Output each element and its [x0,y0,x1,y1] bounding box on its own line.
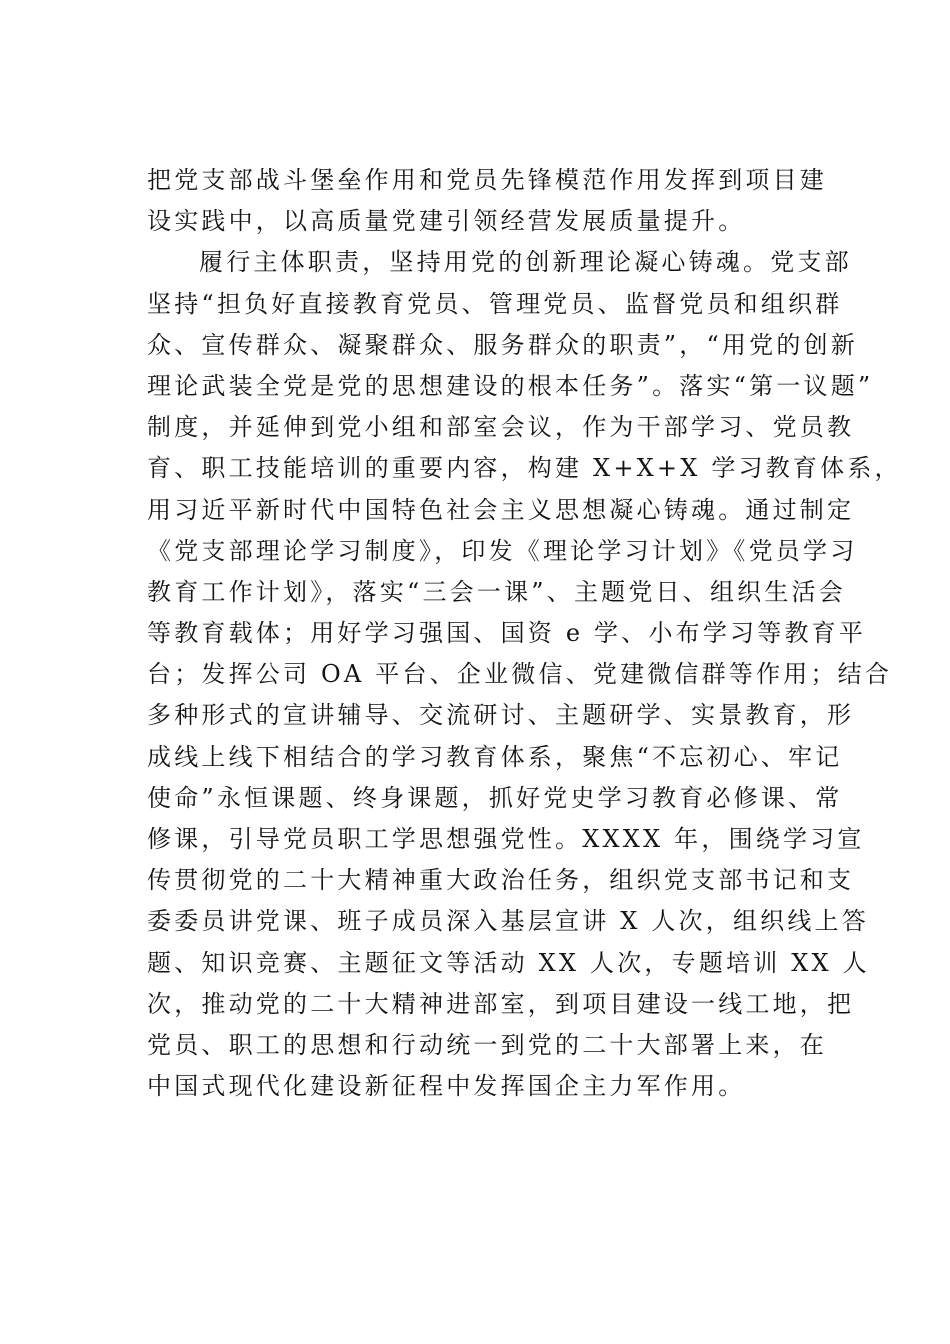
paragraph-line: 题、知识竞赛、主题征文等活动 XX 人次，专题培训 XX 人 [147,948,870,977]
paragraph-line: 履行主体职责，坚持用党的创新理论凝心铸魂。党支部 [199,248,852,277]
paragraph-line: 把党支部战斗堡垒作用和党员先锋模范作用发挥到项目建 [147,166,827,194]
body-text [147,160,902,1107]
paragraph-line: 党员、职工的思想和行动统一到党的二十大部署上来，在 [147,1030,827,1059]
paragraph-line: 众、宣传群众、凝聚群众、服务群众的职责”，“用党的创新 [147,330,858,359]
paragraph-line: 教育工作计划》，落实“三会一课”、主题党日、组织生活会 [147,577,846,606]
paragraph-line: 台；发挥公司 OA 平台、企业微信、党建微信群等作用；结合 [147,660,893,689]
paragraph-line: 用习近平新时代中国特色社会主义思想凝心铸魂。通过制定 [147,495,855,524]
paragraph-line: 制度，并延伸到党小组和部室会议，作为干部学习、党员教 [147,413,855,442]
paragraph-line: 成线上线下相结合的学习教育体系，聚焦“不忘初心、牢记 [147,742,843,771]
paragraph-line: 次，推动党的二十大精神进部室，到项目建设一线工地，把 [147,989,855,1018]
paragraph-line: 使命”永恒课题、终身课题，抓好党史学习教育必修课、常 [147,783,843,812]
paragraph-line: 《党支部理论学习制度》，印发《理论学习计划》《党员学习 [147,536,858,565]
paragraph-line: 修课，引导党员职工学思想强党性。XXXX 年，围绕学习宣 [147,825,865,853]
paragraph-line: 育、职工技能培训的重要内容，构建 X+X+X 学习教育体系， [147,454,902,483]
paragraph-line: 多种形式的宣讲辅导、交流研讨、主题研学、实景教育，形 [147,701,855,730]
paragraph-line: 设实践中，以高质量党建引领经营发展质量提升。 [147,207,746,236]
paragraph-line: 坚持“担负好直接教育党员、管理党员、监督党员和组织群 [147,289,843,318]
paragraph-line: 中国式现代化建设新征程中发挥国企主力军作用。 [147,1072,746,1101]
paragraph-line: 传贯彻党的二十大精神重大政治任务，组织党支部书记和支 [147,866,855,895]
paragraph-line: 等教育载体；用好学习强国、国资 e 学、小布学习等教育平 [147,619,867,648]
paragraph-line: 委委员讲党课、班子成员深入基层宣讲 X 人次，组织线上答 [147,907,869,936]
paragraph-line: 理论武装全党是党的思想建设的根本任务”。落实“第一议题” [147,371,874,400]
